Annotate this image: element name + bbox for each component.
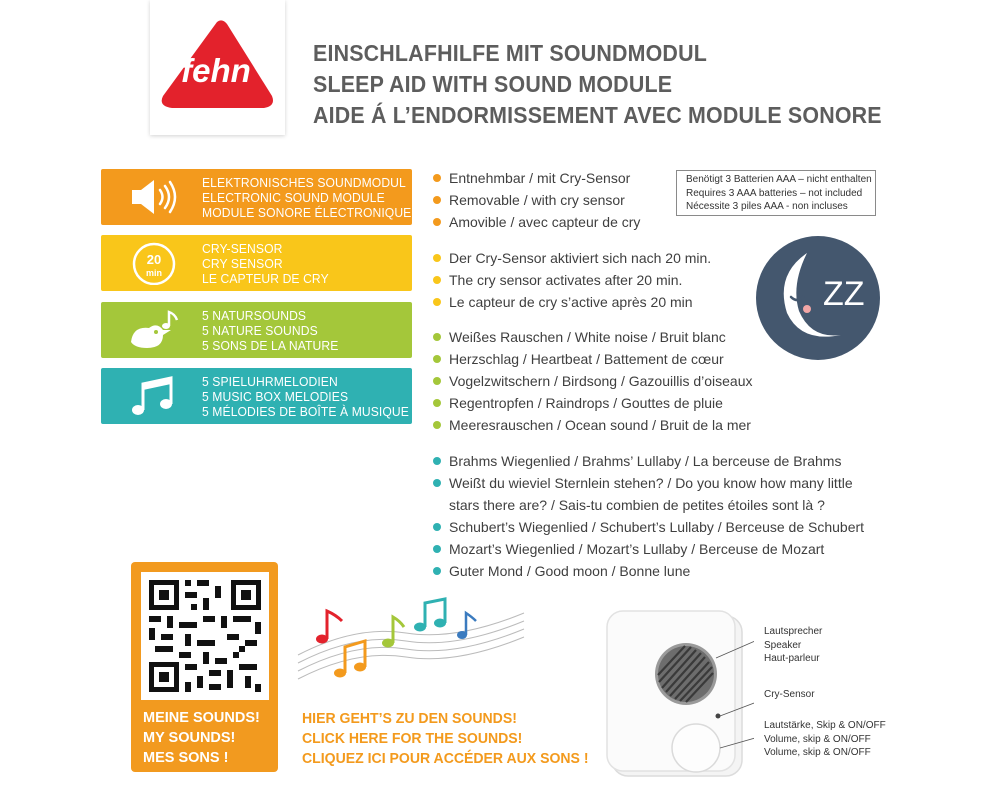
band-cry-sensor: [101, 235, 412, 291]
band-nature-sounds: [101, 302, 412, 358]
product-title: [313, 38, 953, 131]
list-item: Amovible / avec capteur de cry: [432, 211, 640, 233]
band-line: 5 NATURSOUNDS: [202, 309, 307, 323]
label-line: Lautsprecher: [764, 626, 823, 637]
band-music-box: [101, 368, 412, 424]
speaker-grille-icon: [655, 643, 717, 705]
timer-number: 20: [146, 252, 162, 267]
battery-note: [676, 170, 876, 216]
bullet-icon: [433, 196, 441, 204]
qr-caption: MES SONS !: [143, 750, 229, 766]
bullet-icon: [433, 479, 441, 487]
sound-module-device: [604, 608, 754, 783]
battery-line: Nécessite 3 piles AAA - non incluses: [686, 201, 848, 212]
bullet-icon: [433, 355, 441, 363]
label-cry-sensor: Cry-Sensor: [764, 689, 815, 700]
bullet-icon: [433, 399, 441, 407]
sounds-link-line[interactable]: HIER GEHT’S ZU DEN SOUNDS!: [302, 711, 517, 727]
logo-text: fehn: [181, 52, 251, 89]
band-line: 5 MUSIC BOX MELODIES: [202, 390, 349, 404]
label-speaker: [764, 625, 822, 666]
bullet-icon: [433, 457, 441, 465]
battery-line: Requires 3 AAA batteries – not included: [686, 187, 863, 199]
features-melodies: [432, 450, 864, 582]
label-controls: [764, 719, 886, 760]
band-line: 5 SPIELUHRMELODIEN: [202, 375, 338, 389]
list-item: Vogelzwitschern / Birdsong / Gazouillis d’oiseaux: [432, 370, 753, 392]
label-line: Haut-parleur: [764, 653, 820, 664]
title-en: SLEEP AID WITH SOUND MODULE: [313, 71, 673, 97]
bullet-icon: [433, 567, 441, 575]
label-line: Volume, skip & ON/OFF: [764, 747, 871, 758]
band-line: CRY-SENSOR: [202, 242, 283, 256]
list-item: Der Cry-Sensor aktiviert sich nach 20 min.: [432, 247, 711, 269]
brand-logo-card: [150, 0, 285, 135]
label-line: Speaker: [764, 639, 802, 651]
control-button: [672, 724, 720, 772]
timer-icon: [123, 241, 183, 285]
blue-note-icon: [457, 613, 476, 639]
label-line: Volume, skip & ON/OFF: [764, 733, 871, 745]
cry-sensor-dot: [716, 714, 721, 719]
bullet-icon: [433, 276, 441, 284]
fehn-logo: [150, 0, 285, 135]
speaker-icon: [123, 175, 183, 219]
band-line: ELEKTRONISCHES SOUNDMODUL: [202, 176, 406, 190]
features-nature: [432, 326, 753, 436]
band-line: LE CAPTEUR DE CRY: [202, 272, 329, 286]
band-line: ELECTRONIC SOUND MODULE: [202, 191, 385, 205]
list-item: Le capteur de cry s’active après 20 min: [432, 291, 711, 313]
battery-line: Benötigt 3 Batterien AAA – nicht enthalten: [686, 174, 872, 185]
band-line: MODULE SONORE ÉLECTRONIQUE: [202, 206, 412, 220]
bullet-icon: [433, 545, 441, 553]
music-wave-illustration: [296, 585, 526, 700]
qr-caption: MEINE SOUNDS!: [143, 710, 260, 726]
bullet-icon: [433, 377, 441, 385]
list-item: Guter Mond / Good moon / Bonne lune: [432, 560, 864, 582]
teal-note-icon: [414, 599, 446, 632]
qr-code[interactable]: [141, 572, 269, 700]
list-item: Herzschlag / Heartbeat / Battement de cœur: [432, 348, 753, 370]
list-item: Mozart’s Wiegenlied / Mozart’s Lullaby / Berceuse de Mozart: [432, 538, 864, 560]
bullet-icon: [433, 174, 441, 182]
list-item: Entnehmbar / mit Cry-Sensor: [432, 167, 640, 189]
list-item: Regentropfen / Raindrops / Gouttes de pluie: [432, 392, 753, 414]
band-line: 5 NATURE SOUNDS: [202, 324, 318, 338]
list-item: Weißt du wieviel Sternlein stehen? / Do you know how many little: [432, 472, 864, 494]
title-fr: AIDE Á L’ENDORMISSEMENT AVEC MODULE SONORE: [313, 102, 882, 128]
list-item: Meeresrauschen / Ocean sound / Bruit de la mer: [432, 414, 753, 436]
bullet-icon: [433, 254, 441, 262]
zz-text: ZZ: [823, 275, 865, 313]
list-item-continued: stars there are? / Sais-tu combien de petites étoiles sont là ?: [449, 497, 825, 513]
list-item: Schubert’s Wiegenlied / Schubert’s Lullaby / Berceuse de Schubert: [432, 516, 864, 538]
timer-unit: min: [145, 268, 163, 278]
sounds-link[interactable]: [302, 709, 589, 769]
title-de: EINSCHLAFHILFE MIT SOUNDMODUL: [313, 40, 707, 66]
list-item: The cry sensor activates after 20 min.: [432, 269, 711, 291]
sounds-link-line[interactable]: CLICK HERE FOR THE SOUNDS!: [302, 731, 523, 747]
list-item: Brahms Wiegenlied / Brahms’ Lullaby / La berceuse de Brahms: [432, 450, 864, 472]
bullet-icon: [433, 298, 441, 306]
features-module: [432, 167, 640, 233]
bullet-icon: [433, 218, 441, 226]
qr-card[interactable]: [131, 562, 278, 772]
band-line: 5 MÉLODIES DE BOÎTE À MUSIQUE: [202, 405, 409, 419]
sounds-link-line[interactable]: CLIQUEZ ICI POUR ACCÉDER AUX SONS !: [302, 751, 589, 767]
bullet-icon: [433, 333, 441, 341]
qr-caption: MY SOUNDS!: [143, 730, 236, 746]
label-line: Lautstärke, Skip & ON/OFF: [764, 720, 886, 731]
bullet-icon: [433, 523, 441, 531]
sleeping-moon-icon: [755, 235, 881, 361]
band-line: CRY SENSOR: [202, 257, 283, 271]
list-item: Removable / with cry sensor: [432, 189, 640, 211]
features-sensor: [432, 247, 711, 313]
list-item: Weißes Rauschen / White noise / Bruit blanc: [432, 326, 753, 348]
bullet-icon: [433, 421, 441, 429]
bird-note-icon: [123, 308, 183, 352]
band-line: 5 SONS DE LA NATURE: [202, 339, 339, 353]
qr-code-icon: [141, 572, 269, 700]
music-notes-icon: [123, 374, 183, 418]
band-sound-module: [101, 169, 412, 225]
